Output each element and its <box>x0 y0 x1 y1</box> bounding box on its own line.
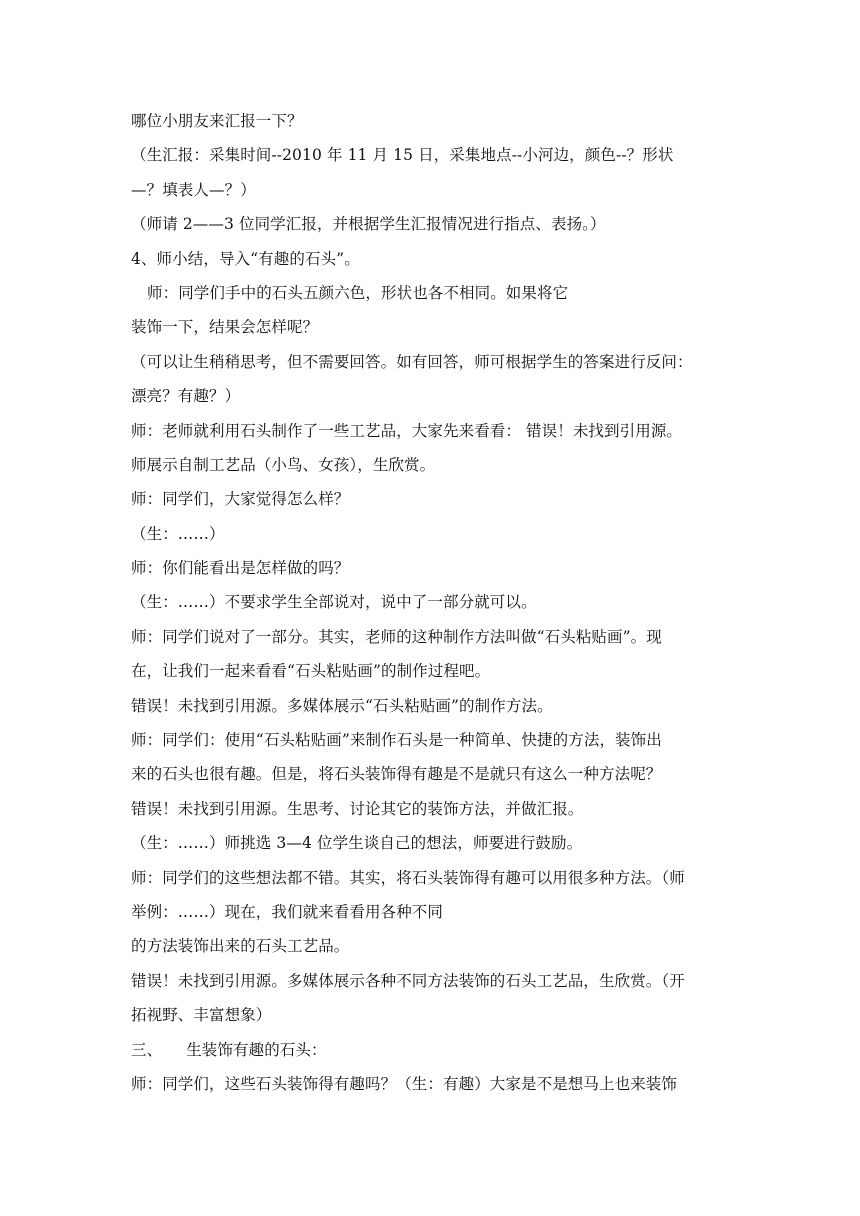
document-body <box>131 104 731 1101</box>
text-line: （师请 2——3 位同学汇报，并根据学生汇报情况进行指点、表扬。） <box>131 215 606 234</box>
section-title: 生装饰有趣的石头： <box>186 1040 327 1059</box>
text-line: （生：……）不要求学生全部说对，说中了一部分就可以。 <box>131 593 537 612</box>
text-line: 师：同学们说对了一部分。其实，老师的这种制作方法叫做“石头粘贴画”。现 <box>131 627 662 646</box>
text-line: （可以让生稍稍思考，但不需要回答。如有回答，师可根据学生的答案进行反问： <box>131 352 693 371</box>
text-line: 师：你们能看出是怎样做的吗？ <box>131 559 350 578</box>
text-line: 哪位小朋友来汇报一下？ <box>131 112 303 130</box>
text-line: 师：同学们：使用“石头粘贴画”来制作石头是一种简单、快捷的方法，装饰出 <box>131 731 662 750</box>
text-line: 举例：……）现在，我们就来看看用各种不同 <box>131 902 444 921</box>
text-line: 师展示自制工艺品（小鸟、女孩），生欣赏。 <box>131 455 436 474</box>
text-line: 师：同学们，大家觉得怎么样？ <box>131 490 350 509</box>
text-line: 师：老师就利用石头制作了一些工艺品，大家先来看看： 错误！未找到引用源。 <box>131 421 683 440</box>
text-line: 的方法装饰出来的石头工艺品。 <box>131 937 350 956</box>
text-line: （生：……）师挑选 3—4 位学生谈自己的想法，师要进行鼓励。 <box>131 834 583 853</box>
section-heading <box>131 1033 731 1067</box>
text-line: （生汇报：采集时间--2010 年 11 月 15 日，采集地点--小河边，颜色--？形状 <box>131 146 674 165</box>
text-line: 师：同学们，这些石头装饰得有趣吗？（生：有趣）大家是不是想马上也来装饰 <box>131 1074 678 1093</box>
text-line: 装饰一下，结果会怎样呢？ <box>131 318 319 337</box>
text-line: 4、师小结，导入“有趣的石头”。 <box>131 249 360 268</box>
text-line: —？填表人—？） <box>131 180 256 199</box>
text-line: 师：同学们手中的石头五颜六色，形状也各不相同。如果将它 <box>147 283 569 302</box>
text-line: 在，让我们一起来看看“石头粘贴画”的制作过程吧。 <box>131 662 491 681</box>
text-line: 错误！未找到引用源。生思考、讨论其它的装饰方法，并做汇报。 <box>131 799 584 818</box>
text-line: 漂亮？有趣？） <box>131 387 241 406</box>
text-line: 错误！未找到引用源。多媒体展示“石头粘贴画”的制作方法。 <box>131 696 553 715</box>
text-line: 拓视野、丰富想象） <box>131 1006 272 1025</box>
text-line: 来的石头也很有趣。但是，将石头装饰得有趣是不是就只有这么一种方法呢？ <box>131 765 662 784</box>
text-line: 师：同学们的这些想法都不错。其实，将石头装饰得有趣可以用很多种方法。（师 <box>131 868 685 887</box>
text-line: 错误！未找到引用源。多媒体展示各种不同方法装饰的石头工艺品，生欣赏。（开 <box>131 971 685 990</box>
section-number: 三、 <box>131 1040 163 1059</box>
text-line: （生：……） <box>131 524 225 543</box>
